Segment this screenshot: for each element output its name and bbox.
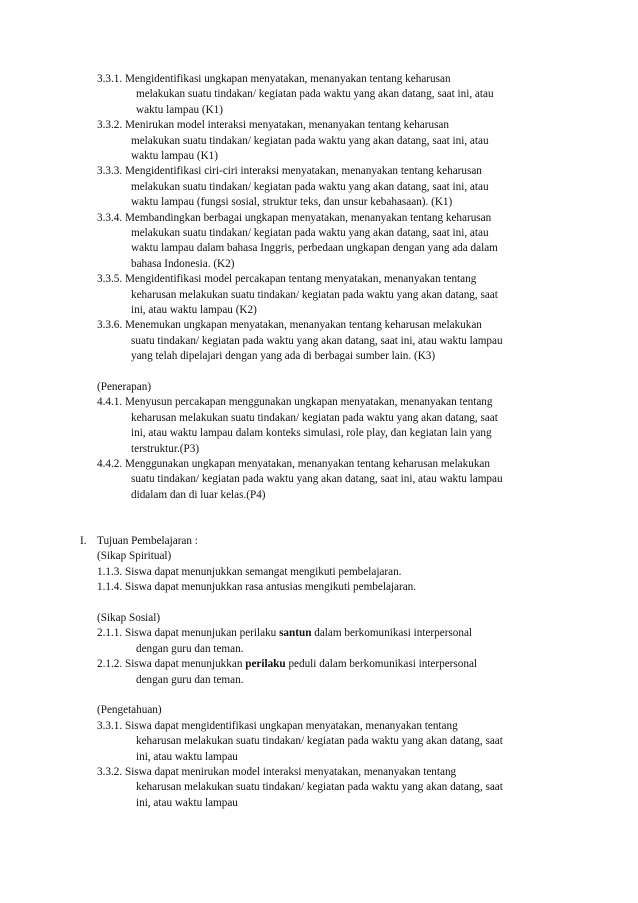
document-line: keharusan melakukan suatu tindakan/ kegiatan pada waktu yang akan datang, saat (131, 411, 498, 424)
document-line: didalam dan di luar kelas.(P4) (131, 488, 266, 501)
document-line: waktu lampau (K1) (131, 150, 218, 162)
section-numeral: I. (80, 535, 87, 547)
document-line: 2.1.1. Siswa dapat menunjukan perilaku santun dalam berkomunikasi interpersonal (97, 627, 473, 640)
document-line: dengan guru dan teman. (136, 642, 244, 655)
document-line: (Sikap Sosial) (97, 612, 161, 624)
document-line: melakukan suatu tindakan/ kegiatan pada waktu yang akan datang, saat ini, atau (131, 134, 489, 147)
document-line: 3.3.3. Mengidentifikasi ciri-ciri interaksi menyatakan, menanyakan tentang keharusan (97, 165, 482, 178)
document-line: 3.3.2. Menirukan model interaksi menyatakan, menanyakan tentang keharusan (97, 119, 449, 132)
document-line: dengan guru dan teman. (136, 673, 244, 686)
document-line: ini, atau waktu lampau dalam konteks simulasi, role play, dan kegiatan lain yang (131, 427, 492, 440)
document-line: ini, atau waktu lampau (K2) (131, 304, 257, 316)
bold-term: santun (279, 627, 312, 640)
document-line: melakukan suatu tindakan/ kegiatan pada waktu yang akan datang, saat ini, atau (131, 227, 489, 239)
document-line: waktu lampau (fungsi sosial, struktur teks, dan unsur kebahasaan). (K1) (131, 196, 453, 209)
document-line: (Pengetahuan) (97, 704, 162, 717)
document-line: keharusan melakukan suatu tindakan/ kegiatan pada waktu yang akan datang, saat (136, 781, 503, 794)
section-heading: Tujuan Pembelajaran : (97, 535, 198, 547)
document-line: waktu lampau dalam bahasa Inggris, perbedaan ungkapan dengan yang ada dalam (131, 242, 498, 255)
document-line: 2.1.2. Siswa dapat menunjukkan perilaku peduli dalam berkomunikasi interpersonal (97, 658, 478, 671)
document-line: (Sikap Spiritual) (97, 550, 172, 563)
document-line: yang telah dipelajari dengan yang ada di berbagai sumber lain. (K3) (131, 350, 436, 363)
document-line: keharusan melakukan suatu tindakan/ kegiatan pada waktu yang akan datang, saat (136, 735, 503, 748)
document-line: waktu lampau (K1) (136, 103, 223, 116)
document-line: 1.1.3. Siswa dapat menunjukkan semangat mengikuti pembelajaran. (97, 565, 402, 578)
document-line: suatu tindakan/ kegiatan pada waktu yang akan datang, saat ini, atau waktu lampau (131, 334, 503, 347)
document-line: 3.3.5. Mengidentifikasi model percakapan tentang menyatakan, menanyakan tentang (97, 273, 477, 286)
bold-term: perilaku (245, 658, 286, 671)
document-line: melakukan suatu tindakan/ kegiatan pada waktu yang akan datang, saat ini, atau (131, 180, 489, 193)
document-line: ini, atau waktu lampau (136, 750, 238, 763)
document-line: 3.3.4. Membandingkan berbagai ungkapan menyatakan, menanyakan tentang keharusan (97, 211, 492, 224)
document-line: 3.3.1. Siswa dapat mengidentifikasi ungkapan menyatakan, menanyakan tentang (97, 719, 458, 732)
document-line: bahasa Indonesia. (K2) (131, 257, 235, 270)
document-line: 3.3.6. Menemukan ungkapan menyatakan, menanyakan tentang keharusan melakukan (97, 319, 482, 332)
document-line: 4.4.1. Menyusun percakapan menggunakan ungkapan menyatakan, menanyakan tentang (97, 396, 493, 409)
document-line: 3.3.1. Mengidentifikasi ungkapan menyatakan, menanyakan tentang keharusan (97, 73, 451, 85)
document-line: suatu tindakan/ kegiatan pada waktu yang akan datang, saat ini, atau waktu lampau (131, 473, 503, 486)
document-line: melakukan suatu tindakan/ kegiatan pada waktu yang akan datang, saat ini, atau (136, 88, 494, 101)
document-line: terstruktur.(P3) (131, 442, 200, 455)
document-line: (Penerapan) (97, 381, 152, 393)
document-line: keharusan melakukan suatu tindakan/ kegiatan pada waktu yang akan datang, saat (131, 288, 498, 301)
document-line: 1.1.4. Siswa dapat menunjukkan rasa antusias mengikuti pembelajaran. (97, 581, 417, 594)
document-line: ini, atau waktu lampau (136, 796, 238, 809)
document-line: 3.3.2. Siswa dapat menirukan model interaksi menyatakan, menanyakan tentang (97, 766, 457, 778)
document-line: 4.4.2. Menggunakan ungkapan menyatakan, menanyakan tentang keharusan melakukan (97, 458, 490, 470)
